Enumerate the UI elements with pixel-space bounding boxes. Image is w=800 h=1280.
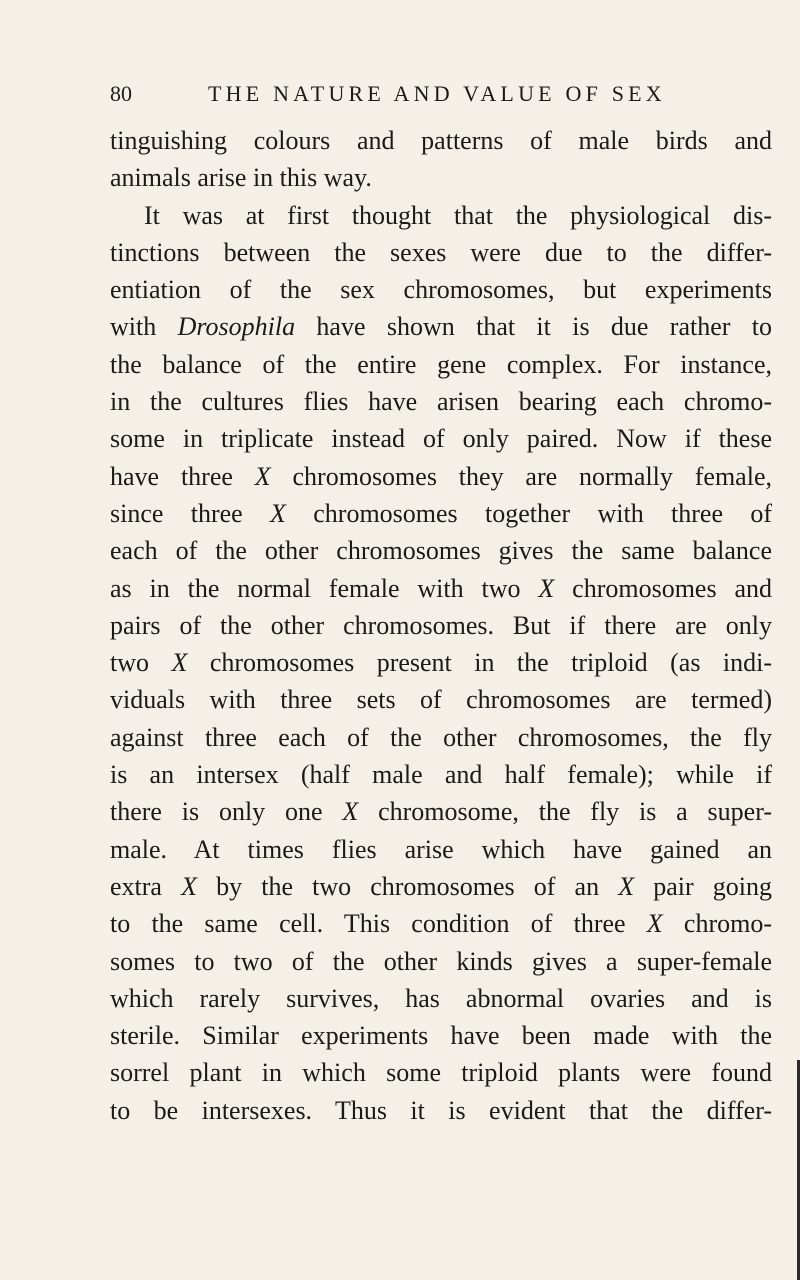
text-line: to the same cell. This condition of three X chromo- — [110, 909, 772, 939]
text-line: tinctions between the sexes were due to the differ- — [110, 237, 772, 267]
text-line: as in the normal female with two X chromosomes and — [110, 573, 772, 603]
text-line: with Drosophila have shown that it is due rather to — [110, 312, 772, 342]
body-text — [110, 122, 772, 1129]
text-line: animals arise in this way. — [110, 163, 372, 193]
text-line: the balance of the entire gene complex. For instance, — [110, 349, 772, 379]
text-line: against three each of the other chromosomes, the fly — [110, 722, 772, 752]
text-line: some in triplicate instead of only paired. Now if these — [110, 424, 772, 454]
text-line: which rarely survives, has abnormal ovaries and is — [110, 983, 772, 1013]
text-line: male. At times flies arise which have gained an — [110, 834, 772, 864]
text-line: entiation of the sex chromosomes, but experiments — [110, 275, 772, 305]
text-line: two X chromosomes present in the triploid (as indi- — [110, 648, 773, 678]
text-line: in the cultures flies have arisen bearing each chromo- — [110, 387, 772, 417]
text-line: since three X chromosomes together with three of — [110, 498, 772, 528]
text-line: each of the other chromosomes gives the same balance — [110, 536, 772, 566]
page-header — [110, 78, 682, 110]
text-line: somes to two of the other kinds gives a super-female — [110, 946, 772, 976]
text-line: pairs of the other chromosomes. But if there are only — [110, 610, 772, 640]
text-line: sorrel plant in which some triploid plants were found — [110, 1058, 772, 1088]
text-line: It was at first thought that the physiological dis- — [144, 200, 772, 230]
page-number: 80 — [110, 81, 132, 106]
text-line: there is only one X chromosome, the fly is a super- — [110, 797, 772, 827]
text-line: have three X chromosomes they are normally female, — [110, 461, 772, 491]
text-line: tinguishing colours and patterns of male birds and — [110, 126, 772, 155]
running-title: THE NATURE AND VALUE OF SEX — [208, 81, 666, 106]
text-line: to be intersexes. Thus it is evident that the differ- — [110, 1095, 772, 1125]
text-line: sterile. Similar experiments have been made with the — [110, 1021, 772, 1051]
text-line: viduals with three sets of chromosomes are termed) — [110, 685, 772, 715]
text-line: extra X by the two chromosomes of an X pair going — [110, 871, 772, 901]
text-line: is an intersex (half male and half female); while if — [110, 760, 772, 790]
